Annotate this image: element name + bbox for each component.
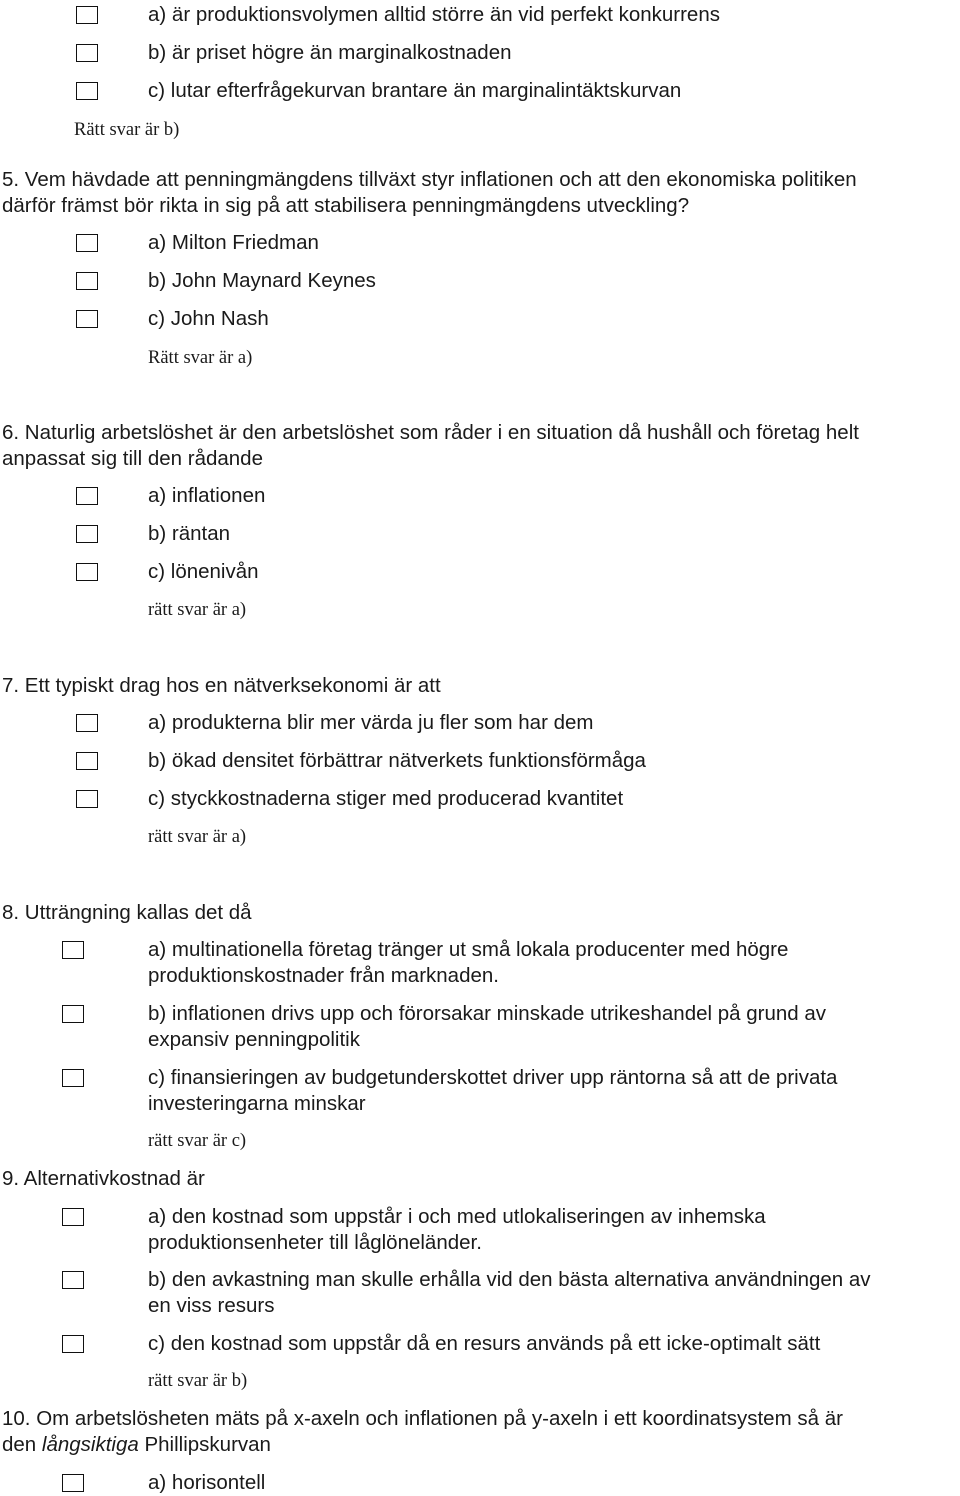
checkbox-q5-a[interactable]: [76, 234, 98, 252]
q9-option-c-line1: c) den kostnad som uppstår då en resurs används på ett icke-optimalt sätt: [148, 1332, 821, 1355]
checkbox-q5-c[interactable]: [76, 310, 98, 328]
q4-answer: Rätt svar är b): [74, 120, 180, 140]
q6-option-c: c) lönenivån: [148, 560, 259, 583]
q7-answer: rätt svar är a): [148, 827, 247, 847]
q6-question-line1: 6. Naturlig arbetslöshet är den arbetslöshet som råder i en situation då hushåll och företag helt: [2, 421, 859, 444]
q5-question-line2: därför främst bör rikta in sig på att stabilisera penningmängdens utveckling?: [2, 194, 690, 217]
checkbox-q7-a[interactable]: [76, 714, 98, 732]
checkbox-q5-b[interactable]: [76, 272, 98, 290]
q10-line2-post: Phillipskurvan: [138, 1433, 271, 1456]
checkbox-q6-a[interactable]: [76, 487, 98, 505]
checkbox-q4-c[interactable]: [76, 82, 98, 100]
q5-option-b: b) John Maynard Keynes: [148, 269, 376, 292]
checkbox-q9-c[interactable]: [62, 1335, 84, 1353]
checkbox-q8-b[interactable]: [62, 1005, 84, 1023]
q7-option-c: c) styckkostnaderna stiger med producerad kvantitet: [148, 787, 624, 810]
q9-option-b-line2: en viss resurs: [148, 1294, 275, 1317]
q9-option-a-line1: a) den kostnad som uppstår i och med utlokaliseringen av inhemska: [148, 1205, 766, 1228]
q10-line2-emphasis: långsiktiga: [41, 1433, 139, 1456]
q7-question-line1: 7. Ett typiskt drag hos en nätverksekonomi är att: [2, 674, 441, 697]
q6-answer: rätt svar är a): [148, 600, 247, 620]
q6-option-b: b) räntan: [148, 522, 231, 545]
q6-option-a: a) inflationen: [148, 484, 266, 507]
q5-answer: Rätt svar är a): [148, 348, 253, 368]
q9-answer: rätt svar är b): [148, 1371, 248, 1391]
q8-option-c-line2: investeringarna minskar: [148, 1092, 366, 1115]
checkbox-q8-a[interactable]: [62, 941, 84, 959]
q4-option-b: b) är priset högre än marginalkostnaden: [148, 41, 512, 64]
q8-option-c-line1: c) finansieringen av budgetunderskottet driver upp räntorna så att de privata: [148, 1066, 838, 1089]
q10-question-line2: [2, 1432, 271, 1458]
q6-question-line2: anpassat sig till den rådande: [2, 447, 263, 470]
q10-option-a: a) horisontell: [148, 1471, 266, 1494]
q10-question-line1: 10. Om arbetslösheten mäts på x-axeln och inflationen på y-axeln i ett koordinatsystem så är: [2, 1407, 843, 1430]
q9-question-line1: 9. Alternativkostnad är: [2, 1167, 205, 1190]
q10-line2-pre: den: [2, 1433, 42, 1456]
q8-option-b-line1: b) inflationen drivs upp och förorsakar minskade utrikeshandel på grund av: [148, 1002, 827, 1025]
q8-option-a-line2: produktionskostnader från marknaden.: [148, 964, 499, 987]
checkbox-q8-c[interactable]: [62, 1069, 84, 1087]
q9-option-a-line2: produktionsenheter till låglöneländer.: [148, 1231, 482, 1254]
q8-option-a-line1: a) multinationella företag tränger ut små lokala producenter med högre: [148, 938, 789, 961]
checkbox-q6-c[interactable]: [76, 563, 98, 581]
q5-option-c: c) John Nash: [148, 307, 269, 330]
q8-answer: rätt svar är c): [148, 1131, 247, 1151]
q4-option-a: a) är produktionsvolymen alltid större än vid perfekt konkurrens: [148, 3, 720, 26]
checkbox-q6-b[interactable]: [76, 525, 98, 543]
q5-option-a: a) Milton Friedman: [148, 231, 319, 254]
q7-option-b: b) ökad densitet förbättrar nätverkets funktionsförmåga: [148, 749, 646, 772]
q8-option-b-line2: expansiv penningpolitik: [148, 1028, 360, 1051]
checkbox-q9-b[interactable]: [62, 1271, 84, 1289]
q4-option-c: c) lutar efterfrågekurvan brantare än marginalintäktskurvan: [148, 79, 682, 102]
q5-question-line1: 5. Vem hävdade att penningmängdens tillväxt styr inflationen och att den ekonomiska politiken: [2, 168, 857, 191]
checkbox-q10-a[interactable]: [62, 1474, 84, 1492]
checkbox-q9-a[interactable]: [62, 1208, 84, 1226]
q9-option-b-line1: b) den avkastning man skulle erhålla vid den bästa alternativa användningen av: [148, 1268, 871, 1291]
q8-question-line1: 8. Utträngning kallas det då: [2, 901, 252, 924]
checkbox-q4-b[interactable]: [76, 44, 98, 62]
checkbox-q7-b[interactable]: [76, 752, 98, 770]
checkbox-q4-a[interactable]: [76, 6, 98, 24]
checkbox-q7-c[interactable]: [76, 790, 98, 808]
q7-option-a: a) produkterna blir mer värda ju fler som har dem: [148, 711, 594, 734]
